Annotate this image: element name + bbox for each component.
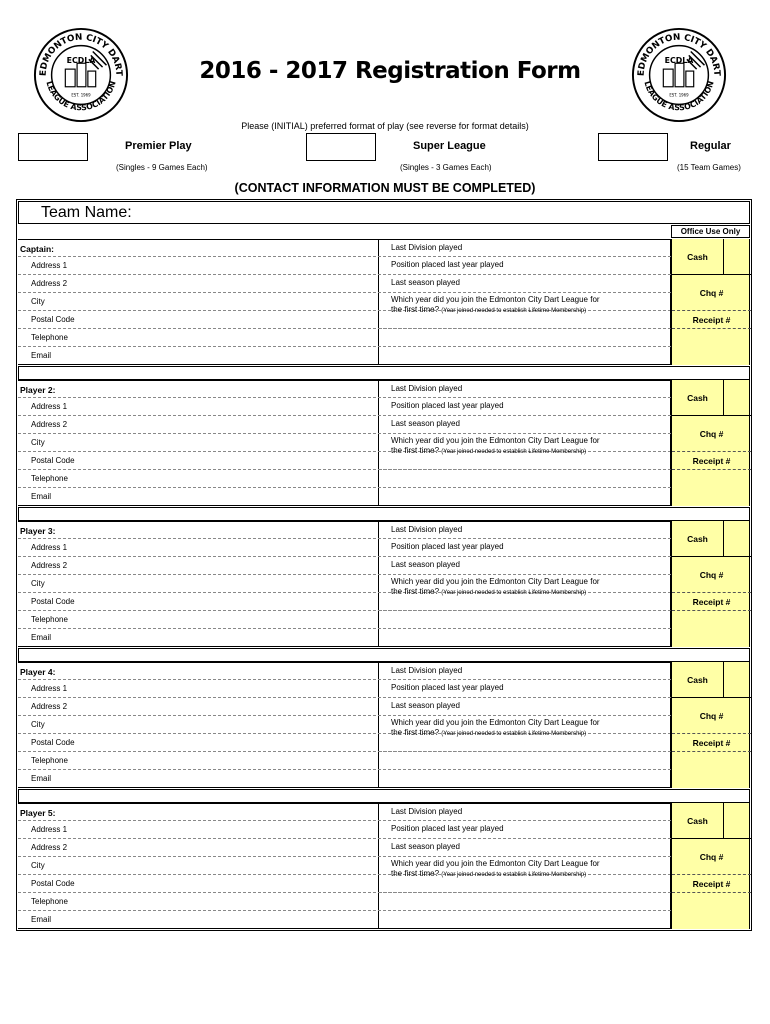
- position-label: Position placed last year played: [391, 260, 504, 269]
- join-year-label: Which year did you join the Edmonton City Dart League for the first time? (Year joined needed to establish Lifetime Membership): [391, 577, 600, 596]
- last-season-label: Last season played: [391, 278, 460, 287]
- blank-field[interactable]: [379, 347, 671, 364]
- cash-check-cell[interactable]: [724, 239, 751, 275]
- player-section: [18, 662, 750, 788]
- address2-label: Address 2: [31, 702, 68, 711]
- section-title: Player 5:: [20, 808, 56, 818]
- form-row: [18, 539, 671, 557]
- cash-label: Cash: [672, 239, 724, 275]
- last-division-label: Last Division played: [391, 666, 463, 675]
- format-instruction: Please (INITIAL) preferred format of play (see reverse for format details): [241, 121, 529, 131]
- section-divider: [18, 648, 750, 662]
- office-use-panel: [671, 662, 750, 788]
- last-season-label: Last season played: [391, 701, 460, 710]
- form-title: 2016 - 2017 Registration Form: [199, 58, 581, 84]
- form-row: [18, 752, 671, 770]
- address2-label: Address 2: [31, 843, 68, 852]
- receipt-label: Receipt #: [672, 452, 751, 470]
- form-row: [18, 698, 671, 716]
- address2-field[interactable]: [18, 557, 379, 574]
- postal-code-field[interactable]: [18, 875, 379, 892]
- blank-field[interactable]: [379, 470, 671, 487]
- postal-code-label: Postal Code: [31, 456, 75, 465]
- last-division-field[interactable]: [379, 804, 671, 820]
- position-field[interactable]: [379, 821, 671, 838]
- super-league-sub: (Singles - 3 Games Each): [400, 163, 492, 172]
- blank-field[interactable]: [379, 629, 671, 646]
- join-year-label: Which year did you join the Edmonton City Dart League for the first time? (Year joined needed to establish Lifetime Membership): [391, 718, 600, 737]
- position-field[interactable]: [379, 539, 671, 556]
- player-section: [18, 239, 750, 365]
- form-row: [18, 470, 671, 488]
- cash-check-cell[interactable]: [724, 803, 751, 839]
- svg-text:EDMONTON CITY DART: EDMONTON CITY DART: [636, 32, 722, 77]
- postal-code-field[interactable]: [18, 734, 379, 751]
- form-row: [18, 611, 671, 629]
- office-use-panel: [671, 239, 750, 365]
- postal-code-label: Postal Code: [31, 597, 75, 606]
- name-field[interactable]: [18, 240, 379, 256]
- join-year-field[interactable]: [379, 293, 671, 329]
- form-row: [18, 770, 671, 788]
- telephone-field[interactable]: [18, 752, 379, 769]
- last-season-field[interactable]: [379, 839, 671, 856]
- city-field[interactable]: [18, 293, 379, 310]
- blank-field[interactable]: [379, 611, 671, 628]
- last-season-field[interactable]: [379, 557, 671, 574]
- address2-label: Address 2: [31, 420, 68, 429]
- email-field[interactable]: [18, 488, 379, 505]
- form-row: [18, 416, 671, 434]
- address1-field[interactable]: [18, 398, 379, 415]
- last-season-field[interactable]: [379, 698, 671, 715]
- svg-text:EST. 1969: EST. 1969: [71, 92, 91, 98]
- last-division-label: Last Division played: [391, 807, 463, 816]
- cash-check-cell[interactable]: [724, 380, 751, 416]
- address2-field[interactable]: [18, 275, 379, 292]
- office-use-panel: [671, 803, 750, 929]
- dart-league-seal-icon: [630, 26, 728, 124]
- email-label: Email: [31, 774, 52, 783]
- section-title: Player 2:: [20, 385, 56, 395]
- postal-code-field[interactable]: [18, 452, 379, 469]
- blank-field[interactable]: [379, 329, 671, 346]
- chq-label: Chq #: [672, 275, 751, 311]
- email-field[interactable]: [18, 347, 379, 364]
- telephone-label: Telephone: [31, 333, 68, 342]
- chq-label: Chq #: [672, 839, 751, 875]
- city-label: City: [31, 720, 45, 729]
- regular-label: Regular: [690, 140, 731, 152]
- last-division-field[interactable]: [379, 522, 671, 538]
- blank-field[interactable]: [379, 893, 671, 910]
- address1-field[interactable]: [18, 539, 379, 556]
- telephone-label: Telephone: [31, 615, 68, 624]
- city-field[interactable]: [18, 434, 379, 451]
- address2-field[interactable]: [18, 839, 379, 856]
- form-row: [18, 680, 671, 698]
- premier-play-sub: (Singles - 9 Games Each): [116, 163, 208, 172]
- last-division-label: Last Division played: [391, 525, 463, 534]
- team-name-label: Team Name:: [41, 204, 132, 221]
- name-field[interactable]: [18, 522, 379, 538]
- address1-label: Address 1: [31, 402, 68, 411]
- cash-label: Cash: [672, 380, 724, 416]
- address2-field[interactable]: [18, 416, 379, 433]
- address1-label: Address 1: [31, 543, 68, 552]
- last-division-field[interactable]: [379, 240, 671, 256]
- form-row: [18, 629, 671, 647]
- position-label: Position placed last year played: [391, 401, 504, 410]
- cash-label: Cash: [672, 662, 724, 698]
- postal-code-label: Postal Code: [31, 879, 75, 888]
- chq-label: Chq #: [672, 698, 751, 734]
- position-label: Position placed last year played: [391, 542, 504, 551]
- join-year-label: Which year did you join the Edmonton City Dart League for the first time? (Year joined needed to establish Lifetime Membership): [391, 436, 600, 455]
- telephone-field[interactable]: [18, 611, 379, 628]
- last-season-label: Last season played: [391, 842, 460, 851]
- cash-label: Cash: [672, 803, 724, 839]
- office-use-panel: [671, 521, 750, 647]
- super-league-initial-box[interactable]: [306, 133, 376, 161]
- email-label: Email: [31, 915, 52, 924]
- receipt-label: Receipt #: [672, 875, 751, 893]
- postal-code-label: Postal Code: [31, 315, 75, 324]
- postal-code-field[interactable]: [18, 311, 379, 328]
- position-field[interactable]: [379, 680, 671, 697]
- name-field[interactable]: [18, 381, 379, 397]
- postal-code-label: Postal Code: [31, 738, 75, 747]
- city-label: City: [31, 438, 45, 447]
- join-year-field[interactable]: [379, 857, 671, 893]
- address1-field[interactable]: [18, 821, 379, 838]
- last-division-field[interactable]: [379, 381, 671, 397]
- office-use-header: Office Use Only: [671, 225, 750, 238]
- city-label: City: [31, 861, 45, 870]
- form-row: [18, 839, 671, 857]
- city-label: City: [31, 297, 45, 306]
- address2-label: Address 2: [31, 561, 68, 570]
- telephone-field[interactable]: [18, 893, 379, 910]
- city-field[interactable]: [18, 857, 379, 874]
- join-year-label: Which year did you join the Edmonton City Dart League for the first time? (Year joined needed to establish Lifetime Membership): [391, 295, 600, 314]
- name-field[interactable]: [18, 804, 379, 820]
- form-row: [18, 521, 671, 539]
- section-title: Player 3:: [20, 526, 56, 536]
- telephone-field[interactable]: [18, 470, 379, 487]
- office-use-panel: [671, 380, 750, 506]
- form-row: [18, 275, 671, 293]
- dart-league-seal-icon: [32, 26, 130, 124]
- section-title: Player 4:: [20, 667, 56, 677]
- cash-check-cell[interactable]: [724, 521, 751, 557]
- cash-check-cell[interactable]: [724, 662, 751, 698]
- receipt-label: Receipt #: [672, 311, 751, 329]
- regular-sub: (15 Team Games): [677, 163, 741, 172]
- form-row: [18, 347, 671, 365]
- email-field[interactable]: [18, 911, 379, 928]
- chq-label: Chq #: [672, 557, 751, 593]
- email-label: Email: [31, 492, 52, 501]
- receipt-label: Receipt #: [672, 734, 751, 752]
- form-row: [18, 662, 671, 680]
- super-league-label: Super League: [413, 140, 486, 152]
- last-season-field[interactable]: [379, 416, 671, 433]
- telephone-label: Telephone: [31, 897, 68, 906]
- address1-label: Address 1: [31, 261, 68, 270]
- svg-text:ECDLA: ECDLA: [66, 56, 96, 66]
- form-row: [18, 557, 671, 575]
- city-field[interactable]: [18, 716, 379, 733]
- player-section: [18, 803, 750, 929]
- premier-play-initial-box[interactable]: [18, 133, 88, 161]
- form-row: [18, 239, 671, 257]
- form-row: [18, 257, 671, 275]
- name-field[interactable]: [18, 663, 379, 679]
- telephone-label: Telephone: [31, 474, 68, 483]
- section-divider: [18, 366, 750, 380]
- position-label: Position placed last year played: [391, 683, 504, 692]
- player-section: [18, 380, 750, 506]
- address1-label: Address 1: [31, 825, 68, 834]
- join-year-field[interactable]: [379, 575, 671, 611]
- svg-text:ECDLA: ECDLA: [664, 56, 694, 66]
- league-logo-left: [32, 26, 130, 124]
- position-label: Position placed last year played: [391, 824, 504, 833]
- section-divider: [18, 789, 750, 803]
- blank-field[interactable]: [379, 770, 671, 787]
- cash-label: Cash: [672, 521, 724, 557]
- address1-label: Address 1: [31, 684, 68, 693]
- blank-field[interactable]: [379, 911, 671, 928]
- join-year-label: Which year did you join the Edmonton City Dart League for the first time? (Year joined needed to establish Lifetime Membership): [391, 859, 600, 878]
- join-year-field[interactable]: [379, 434, 671, 470]
- team-name-field[interactable]: [18, 201, 750, 224]
- address2-field[interactable]: [18, 698, 379, 715]
- email-field[interactable]: [18, 629, 379, 646]
- city-field[interactable]: [18, 575, 379, 592]
- email-label: Email: [31, 633, 52, 642]
- premier-play-label: Premier Play: [125, 140, 192, 152]
- league-logo-right: [630, 26, 728, 124]
- join-year-field[interactable]: [379, 716, 671, 752]
- last-division-label: Last Division played: [391, 243, 463, 252]
- form-row: [18, 803, 671, 821]
- address2-label: Address 2: [31, 279, 68, 288]
- form-row: [18, 893, 671, 911]
- address1-field[interactable]: [18, 680, 379, 697]
- last-division-label: Last Division played: [391, 384, 463, 393]
- form-row: [18, 911, 671, 929]
- last-season-field[interactable]: [379, 275, 671, 292]
- chq-label: Chq #: [672, 416, 751, 452]
- email-label: Email: [31, 351, 52, 360]
- player-section: [18, 521, 750, 647]
- svg-text:EST. 1969: EST. 1969: [669, 92, 689, 98]
- last-division-field[interactable]: [379, 663, 671, 679]
- postal-code-field[interactable]: [18, 593, 379, 610]
- blank-field[interactable]: [379, 752, 671, 769]
- svg-text:LEAGUE ASSOCIATION: LEAGUE ASSOCIATION: [642, 79, 716, 113]
- position-field[interactable]: [379, 257, 671, 274]
- form-row: [18, 488, 671, 506]
- regular-initial-box[interactable]: [598, 133, 668, 161]
- city-label: City: [31, 579, 45, 588]
- form-row: [18, 398, 671, 416]
- section-title: Captain:: [20, 244, 54, 254]
- last-season-label: Last season played: [391, 419, 460, 428]
- receipt-label: Receipt #: [672, 593, 751, 611]
- svg-text:EDMONTON CITY DART: EDMONTON CITY DART: [38, 32, 124, 77]
- section-divider: [18, 507, 750, 521]
- svg-text:LEAGUE ASSOCIATION: LEAGUE ASSOCIATION: [44, 79, 118, 113]
- position-field[interactable]: [379, 398, 671, 415]
- address1-field[interactable]: [18, 257, 379, 274]
- email-field[interactable]: [18, 770, 379, 787]
- telephone-label: Telephone: [31, 756, 68, 765]
- telephone-field[interactable]: [18, 329, 379, 346]
- form-row: [18, 380, 671, 398]
- form-row: [18, 821, 671, 839]
- contact-heading: (CONTACT INFORMATION MUST BE COMPLETED): [234, 181, 536, 195]
- form-row: [18, 329, 671, 347]
- last-season-label: Last season played: [391, 560, 460, 569]
- blank-field[interactable]: [379, 488, 671, 505]
